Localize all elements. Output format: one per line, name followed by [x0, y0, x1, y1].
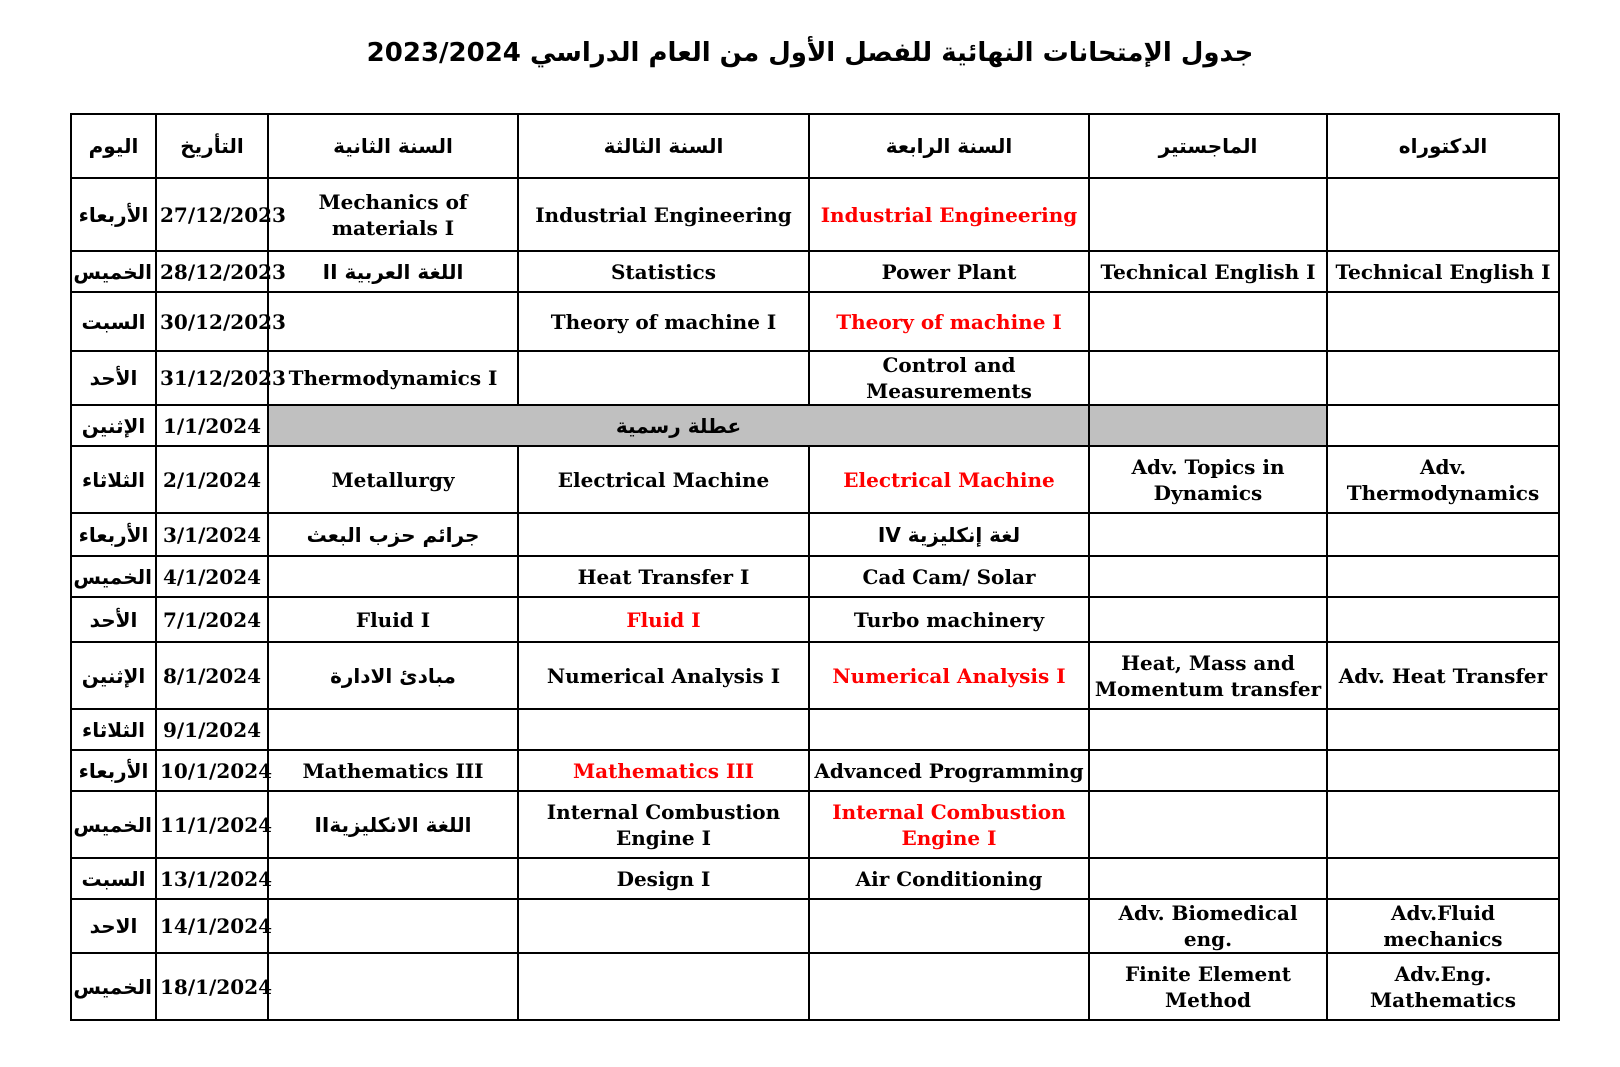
header-fourth-year: السنة الرابعة: [809, 114, 1089, 178]
date-cell: 3/1/2024: [156, 513, 268, 556]
third-year-cell: Numerical Analysis I: [518, 642, 809, 709]
masters-cell: [1089, 750, 1327, 791]
table-row: [71, 597, 1559, 642]
phd-cell: [1327, 597, 1559, 642]
phd-cell: [1327, 709, 1559, 750]
date-cell: 30/12/2023: [156, 292, 268, 351]
third-year-cell: Internal Combustion Engine I: [518, 791, 809, 858]
masters-cell: Adv. Biomedical eng.: [1089, 899, 1327, 953]
table-row: [71, 351, 1559, 405]
date-cell: 11/1/2024: [156, 791, 268, 858]
phd-cell: [1327, 513, 1559, 556]
phd-cell: Adv.Fluid mechanics: [1327, 899, 1559, 953]
third-year-cell: Theory of machine I: [518, 292, 809, 351]
masters-cell: Adv. Topics in Dynamics: [1089, 446, 1327, 513]
exam-schedule-table: [70, 113, 1560, 1021]
day-cell: الثلاثاء: [71, 446, 156, 513]
date-cell: 1/1/2024: [156, 405, 268, 446]
third-year-cell: Electrical Machine: [518, 446, 809, 513]
day-cell: الأربعاء: [71, 513, 156, 556]
third-year-cell: [518, 513, 809, 556]
phd-cell: Technical English I: [1327, 251, 1559, 292]
third-year-cell: Design I: [518, 858, 809, 899]
date-cell: 31/12/2023: [156, 351, 268, 405]
table-row: [71, 858, 1559, 899]
masters-cell: [1089, 791, 1327, 858]
masters-cell: Finite Element Method: [1089, 953, 1327, 1020]
header-day: اليوم: [71, 114, 156, 178]
table-row-holiday: [71, 405, 1559, 446]
day-cell: الأربعاء: [71, 178, 156, 251]
table-row: [71, 292, 1559, 351]
third-year-cell: Heat Transfer I: [518, 556, 809, 597]
fourth-year-cell: Electrical Machine: [809, 446, 1089, 513]
second-year-cell: اللغة الانكليزيةII: [268, 791, 518, 858]
masters-cell: [1089, 709, 1327, 750]
table-row: [71, 446, 1559, 513]
phd-cell: [1327, 791, 1559, 858]
holiday-label: عطلة رسمية: [268, 405, 1089, 446]
table-row: [71, 251, 1559, 292]
fourth-year-cell: Cad Cam/ Solar: [809, 556, 1089, 597]
date-cell: 28/12/2023: [156, 251, 268, 292]
fourth-year-cell: Industrial Engineering: [809, 178, 1089, 251]
fourth-year-cell: Turbo machinery: [809, 597, 1089, 642]
header-phd: الدكتوراه: [1327, 114, 1559, 178]
table-row: [71, 556, 1559, 597]
third-year-cell: [518, 709, 809, 750]
phd-cell: [1327, 858, 1559, 899]
day-cell: السبت: [71, 858, 156, 899]
fourth-year-cell: Air Conditioning: [809, 858, 1089, 899]
table-row: [71, 709, 1559, 750]
table-header-row: [71, 114, 1559, 178]
fourth-year-cell: Control and Measurements: [809, 351, 1089, 405]
phd-cell: Adv. Heat Transfer: [1327, 642, 1559, 709]
third-year-cell: Mathematics III: [518, 750, 809, 791]
third-year-cell: Industrial Engineering: [518, 178, 809, 251]
day-cell: الأحد: [71, 597, 156, 642]
table-row: [71, 642, 1559, 709]
phd-cell: [1327, 556, 1559, 597]
second-year-cell: [268, 292, 518, 351]
day-cell: الأحد: [71, 351, 156, 405]
masters-cell: [1089, 405, 1327, 446]
day-cell: الإثنين: [71, 405, 156, 446]
masters-cell: [1089, 556, 1327, 597]
masters-cell: [1089, 597, 1327, 642]
page-title: جدول الإمتحانات النهائية للفصل الأول من العام الدراسي 2023/2024: [366, 38, 1254, 68]
third-year-cell: [518, 351, 809, 405]
header-date: التأريخ: [156, 114, 268, 178]
second-year-cell: Mechanics of materials I: [268, 178, 518, 251]
date-cell: 18/1/2024: [156, 953, 268, 1020]
second-year-cell: Metallurgy: [268, 446, 518, 513]
date-cell: 7/1/2024: [156, 597, 268, 642]
fourth-year-cell: [809, 899, 1089, 953]
second-year-cell: Mathematics III: [268, 750, 518, 791]
phd-cell: [1327, 178, 1559, 251]
fourth-year-cell: لغة إنكليزية IV: [809, 513, 1089, 556]
day-cell: الإثنين: [71, 642, 156, 709]
table-row: [71, 513, 1559, 556]
masters-cell: [1089, 292, 1327, 351]
second-year-cell: مبادئ الادارة: [268, 642, 518, 709]
masters-cell: [1089, 351, 1327, 405]
day-cell: الخميس: [71, 251, 156, 292]
phd-cell: [1327, 750, 1559, 791]
fourth-year-cell: Internal Combustion Engine I: [809, 791, 1089, 858]
day-cell: السبت: [71, 292, 156, 351]
phd-cell: [1327, 405, 1559, 446]
masters-cell: [1089, 513, 1327, 556]
day-cell: الأربعاء: [71, 750, 156, 791]
date-cell: 14/1/2024: [156, 899, 268, 953]
second-year-cell: Fluid I: [268, 597, 518, 642]
date-cell: 27/12/2023: [156, 178, 268, 251]
second-year-cell: [268, 899, 518, 953]
second-year-cell: [268, 556, 518, 597]
second-year-cell: اللغة العربية II: [268, 251, 518, 292]
second-year-cell: [268, 709, 518, 750]
masters-cell: Technical English I: [1089, 251, 1327, 292]
day-cell: الخميس: [71, 953, 156, 1020]
day-cell: الاحد: [71, 899, 156, 953]
day-cell: الخميس: [71, 791, 156, 858]
fourth-year-cell: Theory of machine I: [809, 292, 1089, 351]
fourth-year-cell: [809, 709, 1089, 750]
third-year-cell: [518, 953, 809, 1020]
third-year-cell: Statistics: [518, 251, 809, 292]
second-year-cell: [268, 953, 518, 1020]
day-cell: الثلاثاء: [71, 709, 156, 750]
second-year-cell: جرائم حزب البعث: [268, 513, 518, 556]
fourth-year-cell: Numerical Analysis I: [809, 642, 1089, 709]
masters-cell: [1089, 858, 1327, 899]
date-cell: 8/1/2024: [156, 642, 268, 709]
fourth-year-cell: [809, 953, 1089, 1020]
phd-cell: [1327, 351, 1559, 405]
second-year-cell: [268, 858, 518, 899]
phd-cell: Adv. Thermodynamics: [1327, 446, 1559, 513]
table-row: [71, 791, 1559, 858]
header-second-year: السنة الثانية: [268, 114, 518, 178]
date-cell: 9/1/2024: [156, 709, 268, 750]
day-cell: الخميس: [71, 556, 156, 597]
date-cell: 4/1/2024: [156, 556, 268, 597]
date-cell: 2/1/2024: [156, 446, 268, 513]
table-row: [71, 178, 1559, 251]
second-year-cell: Thermodynamics I: [268, 351, 518, 405]
third-year-cell: [518, 899, 809, 953]
phd-cell: Adv.Eng. Mathematics: [1327, 953, 1559, 1020]
table-row: [71, 953, 1559, 1020]
fourth-year-cell: Power Plant: [809, 251, 1089, 292]
phd-cell: [1327, 292, 1559, 351]
table-row: [71, 750, 1559, 791]
masters-cell: Heat, Mass and Momentum transfer: [1089, 642, 1327, 709]
third-year-cell: Fluid I: [518, 597, 809, 642]
date-cell: 10/1/2024: [156, 750, 268, 791]
masters-cell: [1089, 178, 1327, 251]
header-masters: الماجستير: [1089, 114, 1327, 178]
date-cell: 13/1/2024: [156, 858, 268, 899]
table-row: [71, 899, 1559, 953]
header-third-year: السنة الثالثة: [518, 114, 809, 178]
fourth-year-cell: Advanced Programming: [809, 750, 1089, 791]
